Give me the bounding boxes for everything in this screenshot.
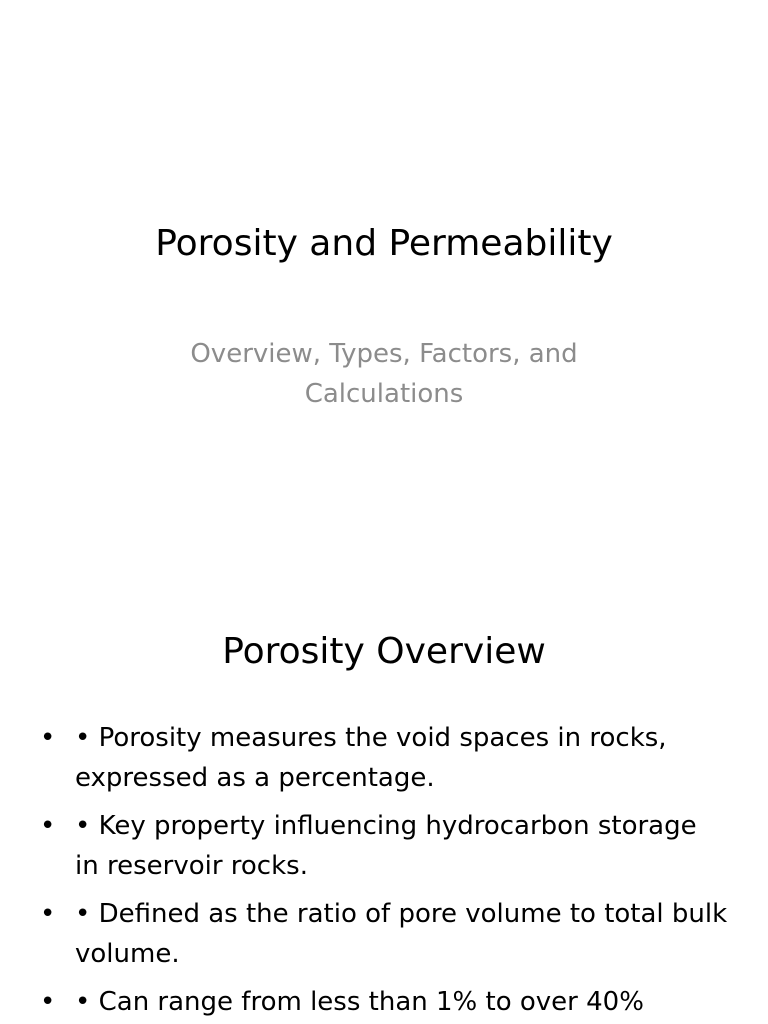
bullet-text: • Can range from less than 1% to over 40% [75,987,644,1017]
list-item [0,894,768,974]
bullet-text: • Key property influencing hydrocarbon storage in reservoir rocks. [75,811,697,881]
bullet-marker: • [40,899,56,929]
bullet-text: • Defined as the ratio of pore volume to total bulk volume. [75,899,728,969]
bullet-marker: • [40,987,56,1017]
bullet-marker: • [40,723,56,753]
slide-title: Porosity Overview [222,631,546,672]
bullet-list [0,718,768,1024]
list-item [0,982,768,1022]
presentation-subtitle: Overview, Types, Factors, and Calculations [190,339,578,409]
bullet-text: • Porosity measures the void spaces in rocks, expressed as a percentage. [75,723,667,793]
list-item [0,806,768,886]
content-slide-porosity-overview [0,576,768,1024]
presentation-title: Porosity and Permeability [155,223,613,264]
list-item [0,718,768,798]
bullet-marker: • [40,811,56,841]
